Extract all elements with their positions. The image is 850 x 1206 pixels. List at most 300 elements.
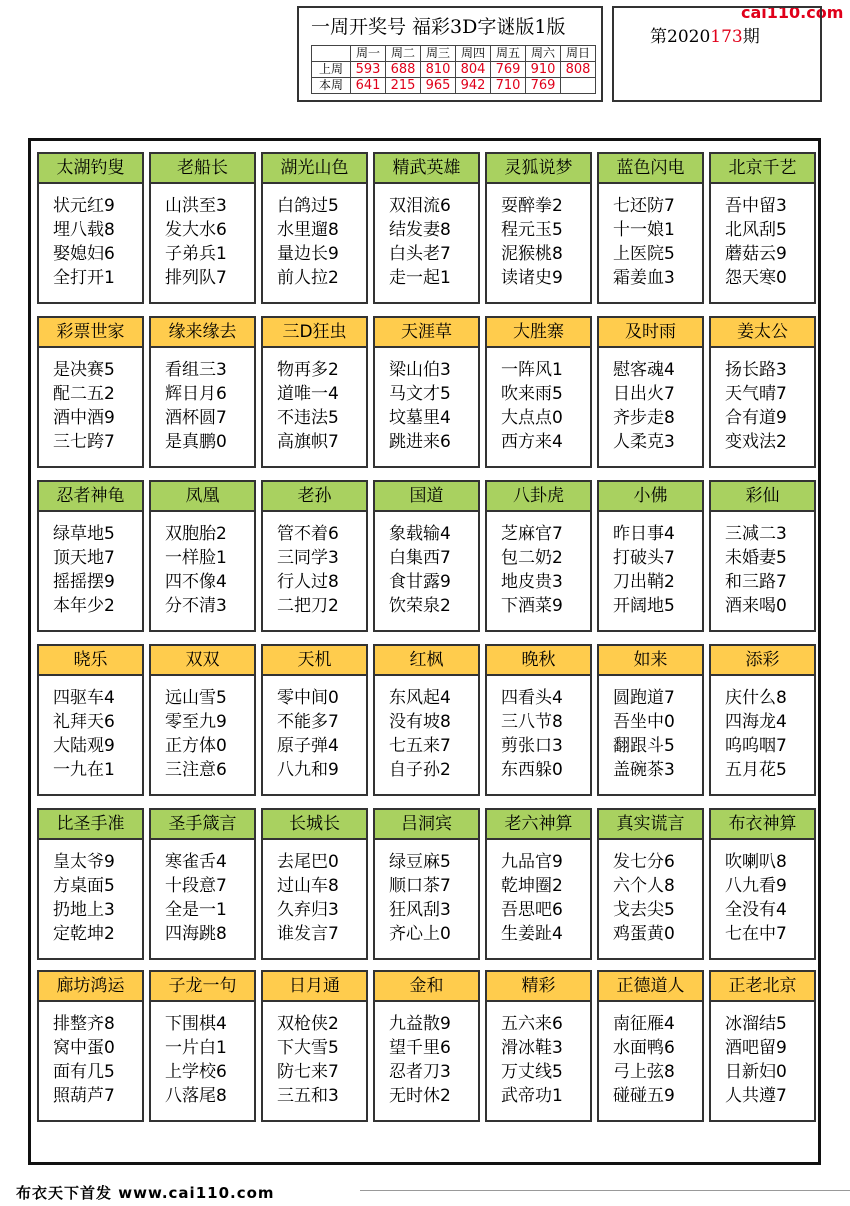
riddle-author: 天机 <box>263 646 366 676</box>
riddle-lines <box>277 194 339 290</box>
row-label: 本周 <box>312 78 351 94</box>
riddle-author: 姜太公 <box>711 318 814 348</box>
footer-credit: 布衣天下首发 www.cai110.com <box>16 1184 275 1202</box>
riddle-cell <box>261 152 368 304</box>
riddle-author: 彩票世家 <box>39 318 142 348</box>
riddle-line: 发大水6 <box>165 220 227 240</box>
riddle-lines <box>53 850 115 946</box>
draw-number: 769 <box>491 62 526 78</box>
riddle-line: 十一娘1 <box>613 220 675 240</box>
riddle-cell <box>709 808 816 960</box>
riddle-line: 全是一1 <box>165 900 227 920</box>
riddle-lines <box>165 358 227 454</box>
riddle-line: 三五和3 <box>277 1086 339 1106</box>
day-header: 周三 <box>421 46 456 62</box>
riddle-line: 万丈线5 <box>501 1062 563 1082</box>
riddle-line: 去尾巴0 <box>277 852 339 872</box>
riddle-author: 精武英雄 <box>375 154 478 184</box>
riddle-line: 芝麻官7 <box>501 524 563 544</box>
riddle-line: 顶天地7 <box>53 548 115 568</box>
this-week-row <box>312 78 596 94</box>
last-week-row <box>312 62 596 78</box>
riddle-line: 齐心上0 <box>389 924 451 944</box>
header-title: 一周开奖号 福彩3D字谜版1版 <box>311 16 566 38</box>
riddle-line: 盖碗茶3 <box>613 760 675 780</box>
riddle-lines <box>501 850 563 946</box>
riddle-line: 望千里6 <box>389 1038 451 1058</box>
day-header: 周日 <box>561 46 596 62</box>
riddle-line: 大陆观9 <box>53 736 115 756</box>
draw-number: 910 <box>526 62 561 78</box>
riddle-line: 上学校6 <box>165 1062 227 1082</box>
riddle-cell <box>597 152 704 304</box>
riddle-line: 三同学3 <box>277 548 339 568</box>
riddle-line: 庆什么8 <box>725 688 787 708</box>
riddle-cell <box>37 152 144 304</box>
riddle-author: 晓乐 <box>39 646 142 676</box>
site-logo-text: cai110.com <box>741 3 844 22</box>
riddle-lines <box>389 1012 451 1108</box>
riddle-author: 大胜寨 <box>487 318 590 348</box>
riddle-cell <box>149 152 256 304</box>
riddle-cell <box>261 480 368 632</box>
riddle-line: 零中间0 <box>277 688 339 708</box>
riddle-line: 东西躲0 <box>501 760 563 780</box>
riddle-line: 三减二3 <box>725 524 787 544</box>
riddle-line: 泥猴桃8 <box>501 244 563 264</box>
riddle-line: 乾坤圈2 <box>501 876 563 896</box>
row-label: 上周 <box>312 62 351 78</box>
riddle-line: 程元玉5 <box>501 220 563 240</box>
riddle-line: 自子孙2 <box>389 760 451 780</box>
draw-number: 769 <box>526 78 561 94</box>
riddle-lines <box>277 850 339 946</box>
riddle-cell <box>709 316 816 468</box>
riddle-author: 三D狂虫 <box>263 318 366 348</box>
riddle-line: 四驱车4 <box>53 688 115 708</box>
riddle-line: 下酒菜9 <box>501 596 563 616</box>
riddle-line: 物再多2 <box>277 360 339 380</box>
riddle-cell <box>149 970 256 1122</box>
riddle-cell <box>37 644 144 796</box>
riddle-author: 及时雨 <box>599 318 702 348</box>
riddle-cell <box>373 480 480 632</box>
riddle-line: 吹喇叭8 <box>725 852 787 872</box>
riddle-line: 上医院5 <box>613 244 675 264</box>
riddle-line: 一片白1 <box>165 1038 227 1058</box>
riddle-line: 坟墓里4 <box>389 408 451 428</box>
riddle-cell <box>485 644 592 796</box>
riddle-cell <box>149 480 256 632</box>
riddle-cell <box>485 480 592 632</box>
riddle-line: 水面鸭6 <box>613 1038 675 1058</box>
riddle-line: 刀出鞘2 <box>613 572 675 592</box>
riddle-cell <box>597 644 704 796</box>
riddle-line: 白头老7 <box>389 244 451 264</box>
riddle-line: 下大雪5 <box>277 1038 339 1058</box>
riddle-line: 九益散9 <box>389 1014 451 1034</box>
riddle-line: 未婚妻5 <box>725 548 787 568</box>
riddle-line: 忍者刀3 <box>389 1062 451 1082</box>
riddle-cell <box>261 644 368 796</box>
riddle-line: 水里遛8 <box>277 220 339 240</box>
riddle-line: 九品官9 <box>501 852 563 872</box>
riddle-line: 霜姜血3 <box>613 268 675 288</box>
draw-number: 593 <box>351 62 386 78</box>
riddle-line: 生姜趾4 <box>501 924 563 944</box>
riddle-line: 吹来雨5 <box>501 384 563 404</box>
riddle-line: 皇太爷9 <box>53 852 115 872</box>
riddle-author: 双双 <box>151 646 254 676</box>
riddle-line: 滑冰鞋3 <box>501 1038 563 1058</box>
riddle-lines <box>53 522 115 618</box>
riddle-line: 酒杯圆7 <box>165 408 227 428</box>
riddle-line: 梁山伯3 <box>389 360 451 380</box>
riddle-lines <box>277 1012 339 1108</box>
riddle-line: 山洪至3 <box>165 196 227 216</box>
riddle-cell <box>485 970 592 1122</box>
riddle-cell <box>597 480 704 632</box>
riddle-line: 久弃归3 <box>277 900 339 920</box>
riddle-cell <box>709 480 816 632</box>
riddle-lines <box>613 522 675 618</box>
riddle-lines <box>165 686 227 782</box>
riddle-lines <box>389 522 451 618</box>
riddle-line: 碰碰五9 <box>613 1086 675 1106</box>
riddle-line: 三八节8 <box>501 712 563 732</box>
riddle-line: 防七来7 <box>277 1062 339 1082</box>
riddle-line: 戈去尖5 <box>613 900 675 920</box>
riddle-cell <box>373 644 480 796</box>
draw-number: 965 <box>421 78 456 94</box>
riddle-line: 八九看9 <box>725 876 787 896</box>
riddle-cell <box>149 808 256 960</box>
riddle-line: 地皮贵3 <box>501 572 563 592</box>
riddle-author: 缘来缘去 <box>151 318 254 348</box>
riddle-author: 八卦虎 <box>487 482 590 512</box>
riddle-line: 人柔克3 <box>613 432 675 452</box>
riddle-line: 吾中留3 <box>725 196 787 216</box>
draw-number: 710 <box>491 78 526 94</box>
riddle-author: 布衣神算 <box>711 810 814 840</box>
riddle-line: 结发妻8 <box>389 220 451 240</box>
riddle-line: 白集西7 <box>389 548 451 568</box>
riddle-line: 窝中蛋0 <box>53 1038 115 1058</box>
riddle-line: 变戏法2 <box>725 432 787 452</box>
riddle-lines <box>725 850 787 946</box>
day-header: 周一 <box>351 46 386 62</box>
period-prefix: 第2020 <box>650 27 711 47</box>
riddle-line: 扬长路3 <box>725 360 787 380</box>
riddle-author: 精彩 <box>487 972 590 1002</box>
riddle-line: 全打开1 <box>53 268 115 288</box>
riddle-line: 是真鹏0 <box>165 432 227 452</box>
riddle-line: 娶媳妇6 <box>53 244 115 264</box>
riddle-line: 呜呜咽7 <box>725 736 787 756</box>
riddle-line: 道唯一4 <box>277 384 339 404</box>
riddle-line: 二把刀2 <box>277 596 339 616</box>
riddle-lines <box>725 358 787 454</box>
riddle-line: 绿豆麻5 <box>389 852 451 872</box>
riddle-cell <box>261 970 368 1122</box>
riddle-line: 双泪流6 <box>389 196 451 216</box>
riddle-author: 老船长 <box>151 154 254 184</box>
riddle-author: 小佛 <box>599 482 702 512</box>
riddle-line: 六个人8 <box>613 876 675 896</box>
riddle-cell <box>485 808 592 960</box>
riddle-line: 子弟兵1 <box>165 244 227 264</box>
riddle-line: 无时休2 <box>389 1086 451 1106</box>
riddle-line: 怨天寒0 <box>725 268 787 288</box>
riddle-line: 礼拜天6 <box>53 712 115 732</box>
riddle-line: 状元红9 <box>53 196 115 216</box>
riddle-line: 翻跟斗5 <box>613 736 675 756</box>
riddle-lines <box>613 358 675 454</box>
riddle-lines <box>725 522 787 618</box>
riddle-line: 正方体0 <box>165 736 227 756</box>
riddle-line: 分不清3 <box>165 596 227 616</box>
day-header: 周六 <box>526 46 561 62</box>
riddle-line: 一阵风1 <box>501 360 563 380</box>
footer-divider <box>360 1190 850 1191</box>
riddle-line: 五六来6 <box>501 1014 563 1034</box>
riddle-line: 读诸史9 <box>501 268 563 288</box>
riddle-line: 绿草地5 <box>53 524 115 544</box>
riddle-author: 凤凰 <box>151 482 254 512</box>
riddle-line: 慰客魂4 <box>613 360 675 380</box>
riddle-line: 是决赛5 <box>53 360 115 380</box>
riddle-lines <box>613 1012 675 1108</box>
riddle-line: 照葫芦7 <box>53 1086 115 1106</box>
riddle-author: 廊坊鸿运 <box>39 972 142 1002</box>
riddle-line: 辉日月6 <box>165 384 227 404</box>
riddle-lines <box>53 1012 115 1108</box>
weekly-draw-table <box>311 45 596 94</box>
riddle-cell <box>597 808 704 960</box>
riddle-line: 十段意7 <box>165 876 227 896</box>
riddle-author: 灵狐说梦 <box>487 154 590 184</box>
riddle-author: 子龙一句 <box>151 972 254 1002</box>
draw-number: 215 <box>386 78 421 94</box>
riddle-cell <box>597 970 704 1122</box>
riddle-line: 面有几5 <box>53 1062 115 1082</box>
riddle-line: 方桌面5 <box>53 876 115 896</box>
period-panel <box>612 6 822 102</box>
riddle-author: 湖光山色 <box>263 154 366 184</box>
riddle-line: 不违法5 <box>277 408 339 428</box>
riddle-cell <box>485 152 592 304</box>
draw-number: 808 <box>561 62 596 78</box>
riddle-line: 圆跑道7 <box>613 688 675 708</box>
riddle-line: 排整齐8 <box>53 1014 115 1034</box>
riddle-line: 日出火7 <box>613 384 675 404</box>
riddle-lines <box>613 686 675 782</box>
riddle-cell <box>149 644 256 796</box>
riddle-lines <box>389 194 451 290</box>
riddle-line: 量边长9 <box>277 244 339 264</box>
riddle-line: 弓上弦8 <box>613 1062 675 1082</box>
riddle-lines <box>165 522 227 618</box>
riddle-line: 摇摇摆9 <box>53 572 115 592</box>
riddle-line: 顺口茶7 <box>389 876 451 896</box>
riddle-line: 排列队7 <box>165 268 227 288</box>
riddle-cell <box>37 970 144 1122</box>
draw-number: 804 <box>456 62 491 78</box>
riddle-line: 看组三3 <box>165 360 227 380</box>
riddle-line: 五月花5 <box>725 760 787 780</box>
riddle-line: 狂风刮3 <box>389 900 451 920</box>
riddle-line: 谁发言7 <box>277 924 339 944</box>
riddle-line: 定乾坤2 <box>53 924 115 944</box>
riddle-author: 蓝色闪电 <box>599 154 702 184</box>
riddle-line: 北风刮5 <box>725 220 787 240</box>
riddle-line: 不能多7 <box>277 712 339 732</box>
riddle-line: 象载输4 <box>389 524 451 544</box>
riddle-lines <box>389 358 451 454</box>
riddle-line: 八九和9 <box>277 760 339 780</box>
riddle-line: 四看头4 <box>501 688 563 708</box>
draw-number: 942 <box>456 78 491 94</box>
riddle-line: 过山车8 <box>277 876 339 896</box>
riddle-author: 国道 <box>375 482 478 512</box>
riddle-cell <box>37 316 144 468</box>
riddle-line: 埋八载8 <box>53 220 115 240</box>
riddle-line: 四海跳8 <box>165 924 227 944</box>
riddle-author: 正德道人 <box>599 972 702 1002</box>
period-label <box>650 22 760 47</box>
riddle-line: 跳进来6 <box>389 432 451 452</box>
riddle-line: 食甘露9 <box>389 572 451 592</box>
riddle-lines <box>501 358 563 454</box>
riddle-line: 七在中7 <box>725 924 787 944</box>
riddle-lines <box>53 686 115 782</box>
riddle-line: 配二五2 <box>53 384 115 404</box>
riddle-lines <box>277 522 339 618</box>
riddle-line: 四不像4 <box>165 572 227 592</box>
riddle-line: 一九在1 <box>53 760 115 780</box>
riddle-line: 和三路7 <box>725 572 787 592</box>
riddle-line: 酒中酒9 <box>53 408 115 428</box>
riddle-line: 一样脸1 <box>165 548 227 568</box>
riddle-line: 高旗帜7 <box>277 432 339 452</box>
riddle-author: 天涯草 <box>375 318 478 348</box>
riddle-lines <box>725 686 787 782</box>
riddle-author: 正老北京 <box>711 972 814 1002</box>
riddle-author: 长城长 <box>263 810 366 840</box>
riddle-line: 西方来4 <box>501 432 563 452</box>
riddle-line: 前人拉2 <box>277 268 339 288</box>
riddle-line: 冰溜结5 <box>725 1014 787 1034</box>
draw-number: 641 <box>351 78 386 94</box>
riddle-line: 昨日事4 <box>613 524 675 544</box>
riddle-lines <box>277 686 339 782</box>
riddle-lines <box>165 850 227 946</box>
riddle-line: 七五来7 <box>389 736 451 756</box>
riddle-author: 金和 <box>375 972 478 1002</box>
riddle-line: 齐步走8 <box>613 408 675 428</box>
riddle-cell <box>373 316 480 468</box>
riddle-line: 寒雀舌4 <box>165 852 227 872</box>
riddle-line: 四海龙4 <box>725 712 787 732</box>
riddle-line: 吾坐中0 <box>613 712 675 732</box>
riddle-line: 打破头7 <box>613 548 675 568</box>
riddle-author: 圣手箴言 <box>151 810 254 840</box>
riddle-line: 开阔地5 <box>613 596 675 616</box>
day-header: 周四 <box>456 46 491 62</box>
riddle-cell <box>261 808 368 960</box>
draw-number: 810 <box>421 62 456 78</box>
riddle-line: 原子弹4 <box>277 736 339 756</box>
riddle-author: 晚秋 <box>487 646 590 676</box>
riddle-lines <box>501 522 563 618</box>
riddle-cell <box>261 316 368 468</box>
riddle-line: 鸡蛋黄0 <box>613 924 675 944</box>
riddle-lines <box>53 358 115 454</box>
riddle-line: 发七分6 <box>613 852 675 872</box>
riddle-author: 日月通 <box>263 972 366 1002</box>
draw-number: 688 <box>386 62 421 78</box>
draw-number <box>561 78 596 94</box>
riddle-author: 添彩 <box>711 646 814 676</box>
riddle-line: 东风起4 <box>389 688 451 708</box>
riddle-line: 马文才5 <box>389 384 451 404</box>
riddle-lines <box>501 1012 563 1108</box>
riddle-lines <box>613 850 675 946</box>
riddle-line: 人共遵7 <box>725 1086 787 1106</box>
riddle-lines <box>53 194 115 290</box>
riddle-lines <box>389 686 451 782</box>
riddle-lines <box>613 194 675 290</box>
riddle-cell <box>709 152 816 304</box>
riddle-line: 酒来喝0 <box>725 596 787 616</box>
riddle-line: 白鸽过5 <box>277 196 339 216</box>
riddle-line: 走一起1 <box>389 268 451 288</box>
period-number: 173 <box>710 27 743 47</box>
riddle-line: 七还防7 <box>613 196 675 216</box>
corner-cell <box>312 46 351 62</box>
riddle-line: 下围棋4 <box>165 1014 227 1034</box>
riddle-author: 老孙 <box>263 482 366 512</box>
riddle-line: 大点点0 <box>501 408 563 428</box>
riddle-cell <box>485 316 592 468</box>
riddle-author: 真实谎言 <box>599 810 702 840</box>
riddle-line: 包二奶2 <box>501 548 563 568</box>
riddle-cell <box>597 316 704 468</box>
riddle-line: 蘑菇云9 <box>725 244 787 264</box>
riddle-cell <box>37 480 144 632</box>
riddle-cell <box>37 808 144 960</box>
riddle-author: 老六神算 <box>487 810 590 840</box>
riddle-line: 双胞胎2 <box>165 524 227 544</box>
riddle-author: 北京千艺 <box>711 154 814 184</box>
riddle-lines <box>277 358 339 454</box>
riddle-cell <box>373 808 480 960</box>
riddle-line: 饮荣泉2 <box>389 596 451 616</box>
riddle-lines <box>501 194 563 290</box>
riddle-line: 日新妇0 <box>725 1062 787 1082</box>
day-header-row <box>312 46 596 62</box>
riddle-author: 如来 <box>599 646 702 676</box>
riddle-line: 吾思吧6 <box>501 900 563 920</box>
riddle-cell <box>709 970 816 1122</box>
riddle-line: 耍醉拳2 <box>501 196 563 216</box>
riddle-author: 太湖钓叟 <box>39 154 142 184</box>
day-header: 周五 <box>491 46 526 62</box>
riddle-line: 远山雪5 <box>165 688 227 708</box>
riddle-line: 三注意6 <box>165 760 227 780</box>
riddle-author: 吕洞宾 <box>375 810 478 840</box>
riddle-cell <box>373 970 480 1122</box>
